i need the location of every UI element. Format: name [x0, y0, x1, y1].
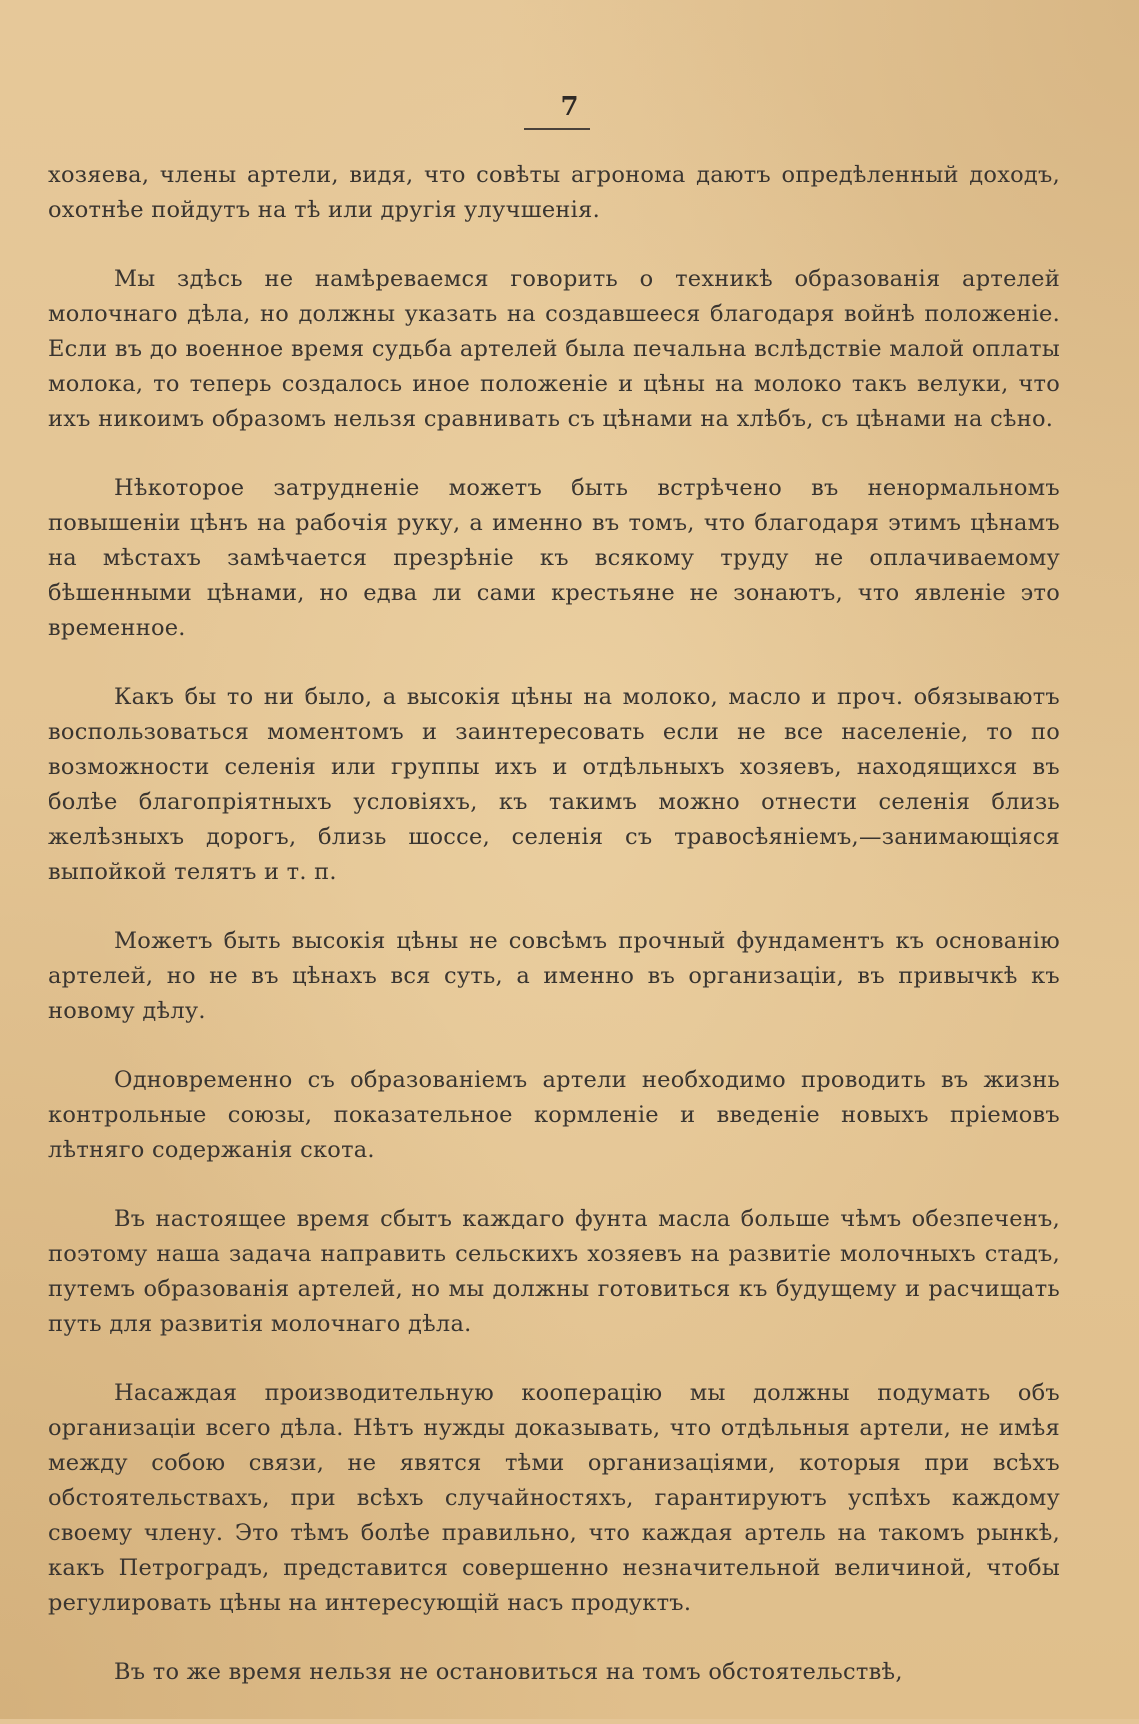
paragraph-3: Нѣкоторое затрудненіе можетъ быть встрѣчено въ ненормальномъ повышеніи цѣнъ на рабочія руку, а именно въ томъ, что благодаря этимъ цѣнамъ на мѣстахъ замѣчается презрѣніе къ всякому труду не оплачиваемому бѣшенными цѣнами, но едва ли сами крестьяне не зонаютъ, что явленіе это временное. — [48, 475, 1060, 641]
page-number-rule — [524, 128, 590, 130]
text-body — [48, 158, 1060, 1724]
paragraph-8: Насаждая производительную кооперацію мы должны подумать объ организаціи всего дѣла. Нѣтъ нужды доказывать, что отдѣльныя артели, не имѣя между собою связи, не явятся тѣми организаціями, которыя при всѣхъ обстоятельствахъ, при всѣхъ случайностяхъ, гарантируютъ успѣхъ каждому своему члену. Это тѣмъ болѣе правильно, что каждая артель на такомъ рынкѣ, какъ Петроградъ, представится совершенно незначительной величиной, чтобы регулировать цѣны на интересующій насъ продуктъ. — [48, 1380, 1060, 1616]
paragraph-1: хозяева, члены артели, видя, что совѣты агронома даютъ опредѣленный доходъ, охотнѣе пойдутъ на тѣ или другія улучшенія. — [48, 162, 1060, 223]
page-number: 7 — [560, 92, 579, 122]
paragraph-9: Въ то же время нельзя не остановиться на томъ обстоятельствѣ, — [114, 1659, 903, 1685]
paragraph-4: Какъ бы то ни было, а высокія цѣны на молоко, масло и проч. обязываютъ воспользоваться моментомъ и заинтересовать если не все населеніе, то по возможности селенія или группы ихъ и отдѣльныхъ хозяевъ, находящихся въ болѣе благопріятныхъ условіяхъ, къ такимъ можно отнести селенія близь желѣзныхъ дорогъ, близь шоссе, селенія съ травосѣяніемъ,—занимающіяся выпойкой телятъ и т. п. — [48, 684, 1060, 885]
paragraph-7: Въ настоящее время сбытъ каждаго фунта масла больше чѣмъ обезпеченъ, поэтому наша задача направить сельскихъ хозяевъ на развитіе молочныхъ стадъ, путемъ образованія артелей, но мы должны готовиться къ будущему и расчищать путь для развитія молочнаго дѣла. — [48, 1206, 1060, 1337]
paragraph-6: Одновременно съ образованіемъ артели необходимо проводить въ жизнь контрольные союзы, показательное кормленіе и введеніе новыхъ пріемовъ лѣтняго содержанія скота. — [48, 1067, 1060, 1163]
paragraph-5: Можетъ быть высокія цѣны не совсѣмъ прочный фундаментъ къ основанію артелей, но не въ цѣнахъ вся суть, а именно въ организаціи, въ привычкѣ къ новому дѣлу. — [48, 928, 1060, 1024]
paragraph-2: Мы здѣсь не намѣреваемся говорить о техникѣ образованія артелей молочнаго дѣла, но должны указать на создавшееся благодаря войнѣ положеніе. Если въ до военное время судьба артелей была печальна вслѣдствіе малой оплаты молока, то теперь создалось иное положеніе и цѣны на молоко такъ велуки, что ихъ никоимъ образомъ нельзя сравнивать съ цѣнами на хлѣбъ, съ цѣнами на сѣно. — [48, 266, 1060, 432]
